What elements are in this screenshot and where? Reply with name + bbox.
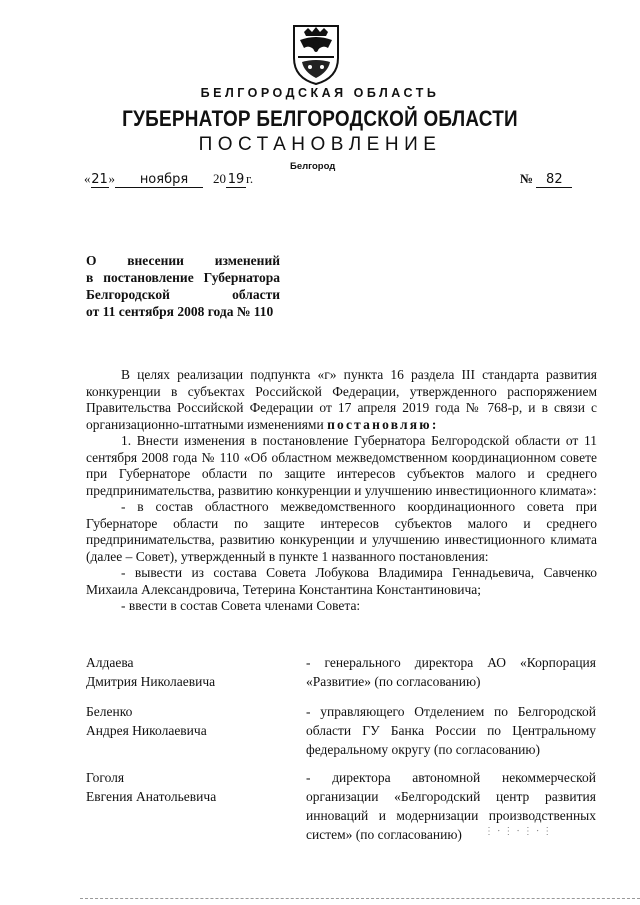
- resolution-word: постановляю: [327, 416, 432, 432]
- member-given-name: Евгения Анатольевича: [86, 789, 217, 804]
- coat-of-arms-emblem: [290, 22, 342, 86]
- date-year-suffix: 19: [227, 172, 245, 187]
- member-name: [86, 702, 207, 740]
- member-given-name: Андрея Николаевича: [86, 723, 207, 738]
- number-prefix: №: [520, 171, 534, 186]
- member-name: [86, 768, 216, 806]
- date-line: [84, 171, 253, 188]
- member-surname: Алдаева: [86, 655, 134, 670]
- number-value: 82: [536, 172, 572, 188]
- date-close-quote: »: [108, 171, 115, 186]
- date-year-unit: г.: [246, 171, 254, 186]
- date-year-prefix: 20: [213, 171, 226, 186]
- governor-title: ГУБЕРНАТОР БЕЛГОРОДСКОЙ ОБЛАСТИ: [122, 106, 518, 131]
- date-day: 21: [91, 172, 108, 187]
- paragraph-preamble: [86, 367, 597, 433]
- member-surname: Гоголя: [86, 770, 125, 785]
- member-role: - генерального директора АО «Корпорация «Развитие» (по согласованию): [306, 655, 596, 689]
- member-given-name: Дмитрия Николаевича: [86, 674, 216, 689]
- preamble-text: В целях реализации подпункта «г» пункта 16 раздела III стандарта развития конкуренции в субъектах Российской Федерации, утвержденного распоряжением Правительства Российской Федерации от 17 апреля 2019 года № 768-р, и в связи с организационно-штатными изменениями: [86, 367, 597, 432]
- document-number: [520, 171, 572, 188]
- document-body: [86, 367, 597, 615]
- paragraph-remove: - вывести из состава Совета Лобукова Владимира Геннадьевича, Савченко Михаила Александровича, Тетерина Константина Константиновича;: [86, 565, 597, 597]
- paragraph-add: - ввести в состав Совета членами Совета:: [121, 598, 361, 613]
- paragraph-item-1: 1. Внести изменения в постановление Губернатора Белгородской области от 11 сентября 2008 года № 110 «Об областном межведомственном координационном совете при Губернаторе области по защите интересов субъектов малого и среднего предпринимательства, развитию конкуренции и улучшению инвестиционного климата»:: [86, 433, 597, 498]
- city-label: Белгород: [290, 161, 336, 172]
- resolution-colon: :: [431, 416, 437, 432]
- date-gap: [115, 171, 125, 188]
- date-month: ноября: [125, 172, 203, 188]
- page-bottom-rule: [80, 898, 640, 899]
- region-title: БЕЛГОРОДСКАЯ ОБЛАСТЬ: [200, 86, 440, 100]
- subject-line: Белгородской области: [86, 287, 280, 302]
- subject-line: О внесении изменений: [86, 253, 280, 268]
- member-role: - директора автономной некоммерческой организации «Белгородский центр развития инноваций и модернизации производственных систем» (по согласованию): [306, 770, 596, 842]
- subject-line: от 11 сентября 2008 года № 110: [86, 304, 274, 319]
- member-role: - управляющего Отделением по Белгородской области ГУ Банка России по Центральному федеральному округу (по согласованию): [306, 704, 596, 757]
- paragraph-council: - в состав областного межведомственного координационного совета при Губернаторе области по защите интересов субъектов малого и среднего предпринимательства, развитию конкуренции и улучшению инвестиционного климата (далее – Совет), утвержденный в пункте 1 названного постановления:: [86, 499, 597, 564]
- document-subject: [86, 252, 280, 320]
- subject-line: в постановление Губернатора: [86, 270, 280, 285]
- member-name: [86, 653, 215, 691]
- member-surname: Беленко: [86, 704, 133, 719]
- stamp-mark: ⋮⋅⋮⋅⋮⋅⋮: [484, 826, 556, 837]
- date-open-quote: «: [84, 171, 91, 186]
- document-type: ПОСТАНОВЛЕНИЕ: [198, 134, 442, 155]
